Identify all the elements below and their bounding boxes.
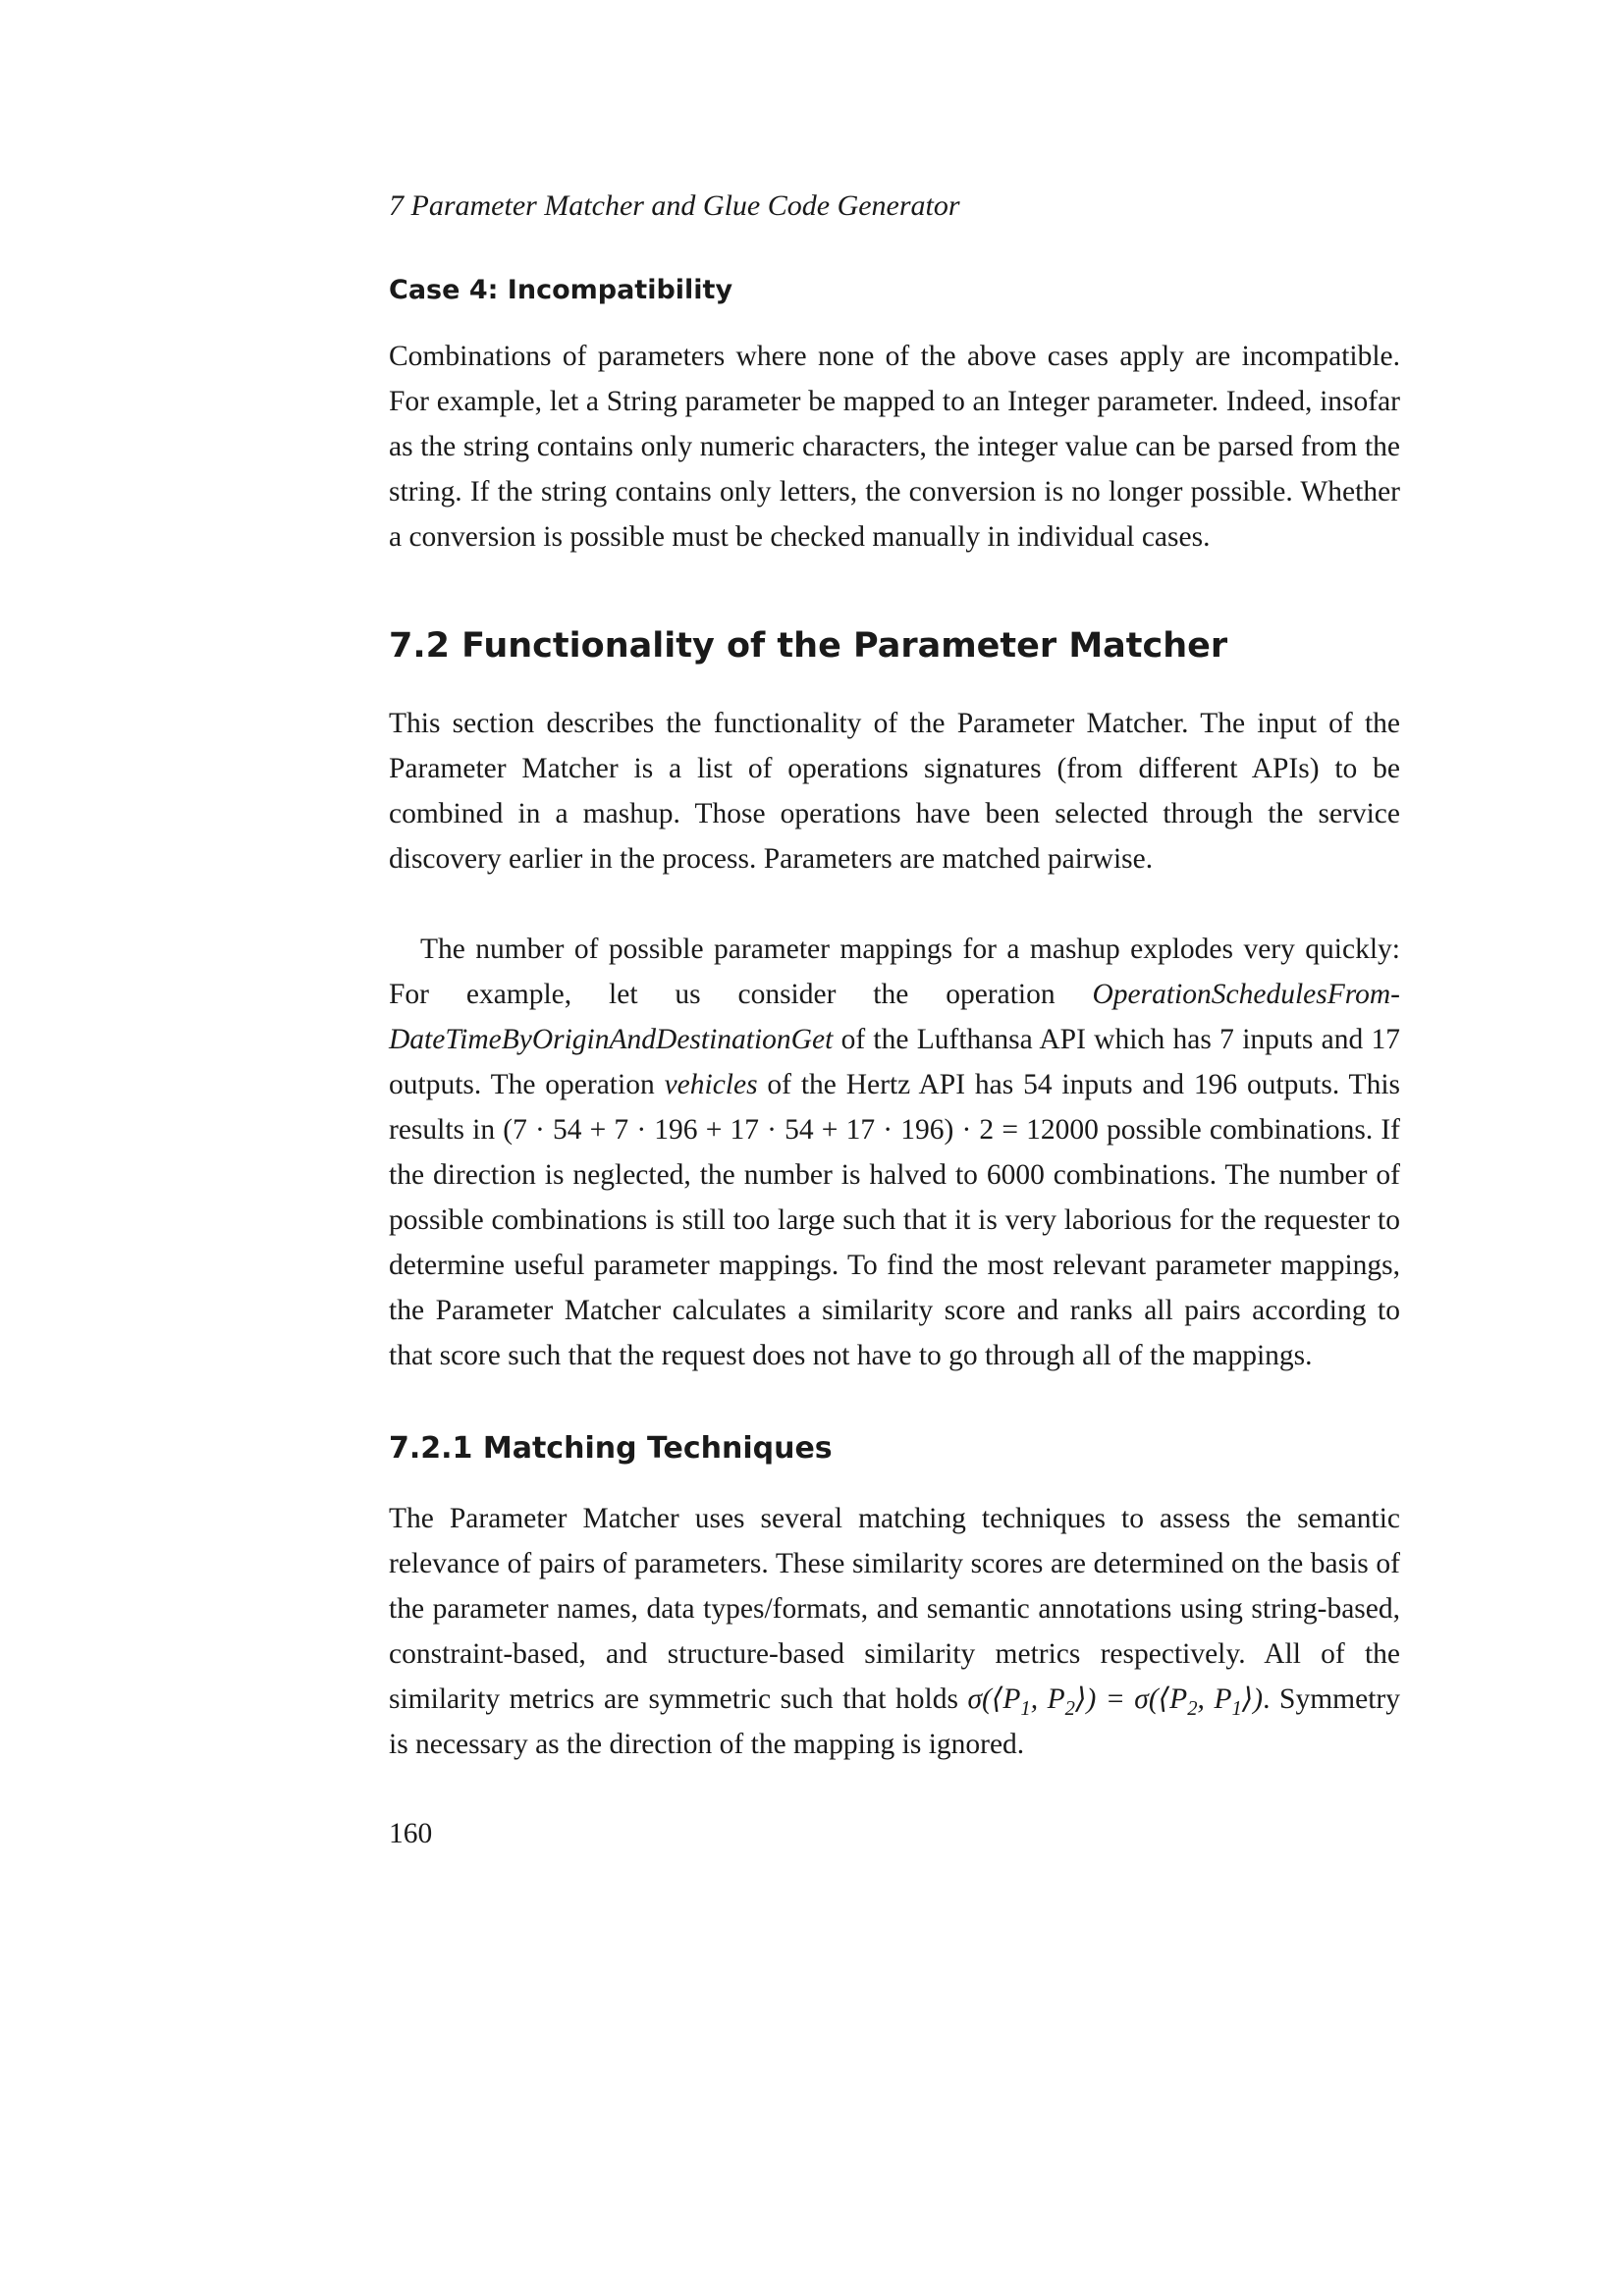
section-7-2-paragraph-2 — [389, 927, 1400, 1378]
subsection-7-2-1-paragraph — [389, 1496, 1400, 1767]
paragraph-text: of the Hertz API has 54 inputs and 196 outputs. This results in (7 · 54 + 7 · 196 + 17 · 54 + 17 · 196) · 2 = 12000 possible combinations. If the direction is neglected, the number is halved to 6000 combinations. The number of possible combinations is still too large such that it is very laborious for the requester to determine useful parameter mappings. To find the most relevant parameter mappings, the Parameter Matcher calculates a similarity score and ranks all pairs according to that score such that the request does not have to go through all of the mappings. — [389, 1069, 1400, 1371]
case-4-paragraph: Combinations of parameters where none of the above cases apply are incompatible. For example, let a String parameter be mapped to an Integer parameter. Indeed, insofar as the string contains only numeric characters, the integer value can be parsed from the string. If the string contains only letters, the conversion is no longer possible. Whether a conversion is possible must be checked manually in individual cases. — [389, 341, 1400, 553]
section-7-2-heading: 7.2 Functionality of the Parameter Matcher — [389, 626, 1228, 666]
subsection-7-2-1-heading: 7.2.1 Matching Techniques — [389, 1431, 833, 1466]
operation-name-hertz: vehicles — [664, 1069, 758, 1100]
operation-name-lufthansa: OperationSchedulesFromDateTimeByOriginAndDestinationGet — [389, 979, 1400, 1055]
symmetry-formula: $\sigma(⟨P_1$, $P_2⟩$) = $\sigma(⟨P_2$, $P_1⟩$) — [967, 1683, 1264, 1720]
paragraph-text: . Symmetry is necessary as the direction of the mapping is ignored. — [389, 1683, 1400, 1760]
paragraph-gap — [389, 881, 1400, 927]
page — [389, 187, 1400, 1853]
running-head: 7 Parameter Matcher and Glue Code Generator — [389, 189, 960, 222]
paragraph-text: of the Lufthansa API which has 7 inputs and 17 outputs. The operation — [389, 1024, 1400, 1100]
page-number: 160 — [389, 1818, 433, 1849]
section-7-2-paragraph-1: This section describes the functionality of the Parameter Matcher. The input of the Parameter Matcher is a list of operations signatures (from different APIs) to be combined in a mashup. Those operations have been selected through the service discovery earlier in the process. Parameters are matched pairwise. — [389, 708, 1400, 875]
case-4-heading: Case 4: Incompatibility — [389, 275, 733, 305]
paragraph-text: The Parameter Matcher uses several matching techniques to assess the semantic relevance of pairs of parameters. These similarity scores are determined on the basis of the parameter names, data types/formats, and semantic annotations using string-based, constraint-based, and structure-based similarity metrics respectively. All of the similarity metrics are symmetric such that holds — [389, 1503, 1400, 1715]
paragraph-text: The number of possible parameter mappings for a mashup explodes very quickly: For example, let us consider the operation — [389, 934, 1400, 1010]
